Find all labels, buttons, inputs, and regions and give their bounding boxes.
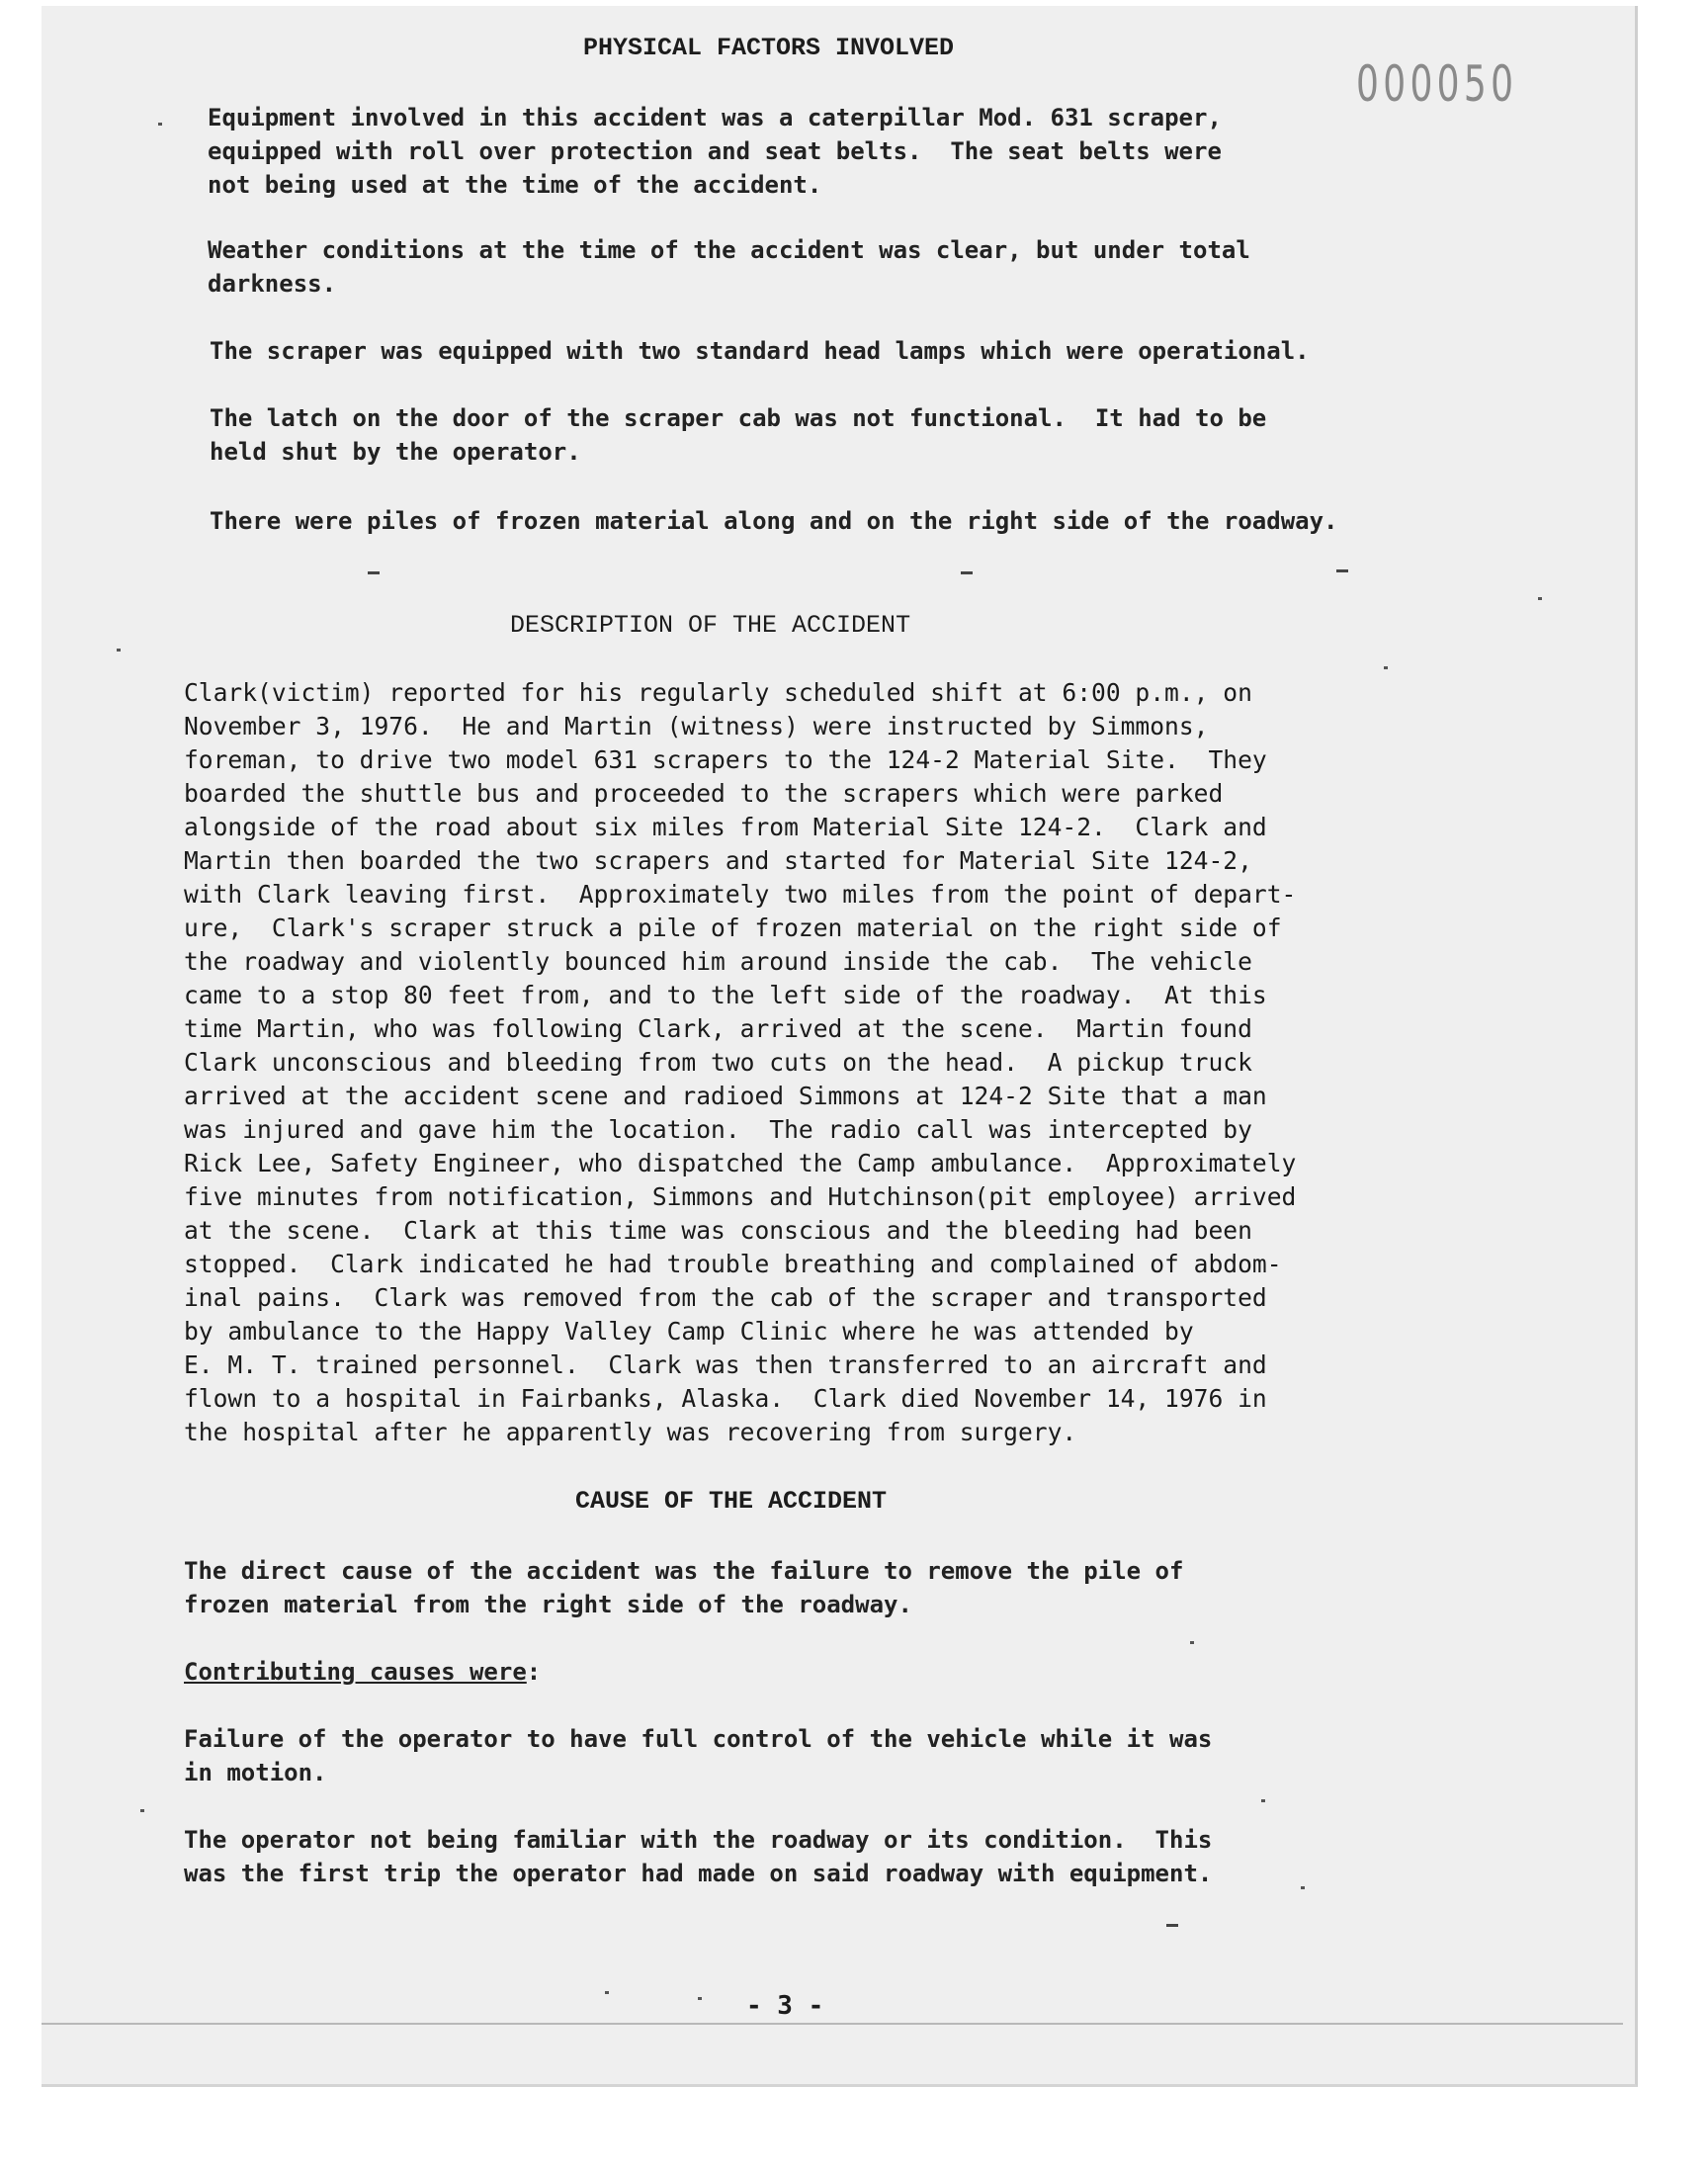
scan-speck — [368, 571, 380, 574]
contributing-causes-heading — [184, 1655, 541, 1689]
contributing-causes-colon: : — [526, 1658, 542, 1686]
scan-speck — [158, 123, 162, 126]
scan-speck — [1261, 1799, 1265, 1802]
scan-speck — [1538, 597, 1542, 600]
scan-speck — [1384, 666, 1388, 669]
paragraph-direct-cause: The direct cause of the accident was the failure to remove the pile of frozen material from the right side of the roadway. — [184, 1557, 1184, 1618]
heading-description: DESCRIPTION OF THE ACCIDENT — [510, 611, 911, 640]
paragraph-contributing-familiarity: The operator not being familiar with the roadway or its condition. This was the first trip the operator had made on said roadway with equipment. — [184, 1826, 1213, 1887]
scan-speck — [961, 571, 973, 574]
paragraph-frozen-piles: There were piles of frozen material along and on the right side of the roadway. — [210, 507, 1338, 535]
scan-speck — [1190, 1641, 1194, 1644]
scan-speck — [1336, 569, 1348, 572]
scan-speck — [1166, 1924, 1178, 1927]
heading-physical-factors: PHYSICAL FACTORS INVOLVED — [583, 34, 955, 62]
heading-cause: CAUSE OF THE ACCIDENT — [575, 1487, 888, 1516]
scan-speck — [698, 1997, 702, 2000]
scan-speck — [117, 649, 121, 652]
paragraph-door-latch: The latch on the door of the scraper cab was not functional. It had to be held shut by the operator. — [210, 404, 1267, 466]
paragraph-description: Clark(victim) reported for his regularly scheduled shift at 6:00 p.m., on November 3, 1976. He and Martin (witness) were instructed by Simmons, foreman, to drive two model 631 scrapers to the 124-2 Material Site. They boarded the shuttle bus and proceeded to the scrapers which were parked alongside of the road about six miles from Material Site 124-2. Clark and Martin then boarded the two scrapers and started for Material Site 124-2, with Clark leaving first. Approximately two miles from the point of depart- ure, Clark's scraper struck a pile of frozen material on the right side of the roadway and violently bounced him around inside the cab. The vehicle came to a stop 80 feet from, and to the left side of the roadway. At this time Martin, who was following Clark, arrived at the scene. Martin found Clark unconscious and bleeding from two cuts on the head. A pickup truck arrived at the accident scene and radioed Simmons at 124-2 Site that a man was injured and gave him the location. The radio call was intercepted by Rick Lee, Safety Engineer, who dispatched the Camp ambulance. Approximately five minutes from notification, Simmons and Hutchinson(pit employee) arrived at the scene. Clark at this time was conscious and the bleeding had been stopped. Clark indicated he had trouble breathing and complained of abdom- inal pains. Clark was removed from the cab of the scraper and transported by ambulance to the Happy Valley Camp Clinic where he was attended by E. M. T. trained personnel. Clark was then transferred to an aircraft and flown to a hospital in Fairbanks, Alaska. Clark died November 14, 1976 in the hospital after he apparently was recovering from surgery. — [184, 678, 1297, 1446]
bates-stamp: 000050 — [1356, 55, 1518, 113]
bottom-rule — [42, 2023, 1623, 2025]
paragraph-equipment: Equipment involved in this accident was a caterpillar Mod. 631 scraper, equipped with roll over protection and seat belts. The seat belts were not being used at the time of the accident. — [208, 104, 1222, 199]
scan-speck — [140, 1809, 144, 1812]
contributing-causes-label: Contributing causes were — [184, 1658, 527, 1686]
paragraph-weather: Weather conditions at the time of the accident was clear, but under total darkness. — [208, 236, 1250, 298]
paragraph-contributing-control: Failure of the operator to have full control of the vehicle while it was in motion. — [184, 1725, 1213, 1786]
scan-speck — [605, 1991, 609, 1994]
paragraph-head-lamps: The scraper was equipped with two standard head lamps which were operational. — [210, 337, 1310, 365]
scan-speck — [1301, 1886, 1305, 1889]
page-number: - 3 - — [746, 1991, 824, 2021]
